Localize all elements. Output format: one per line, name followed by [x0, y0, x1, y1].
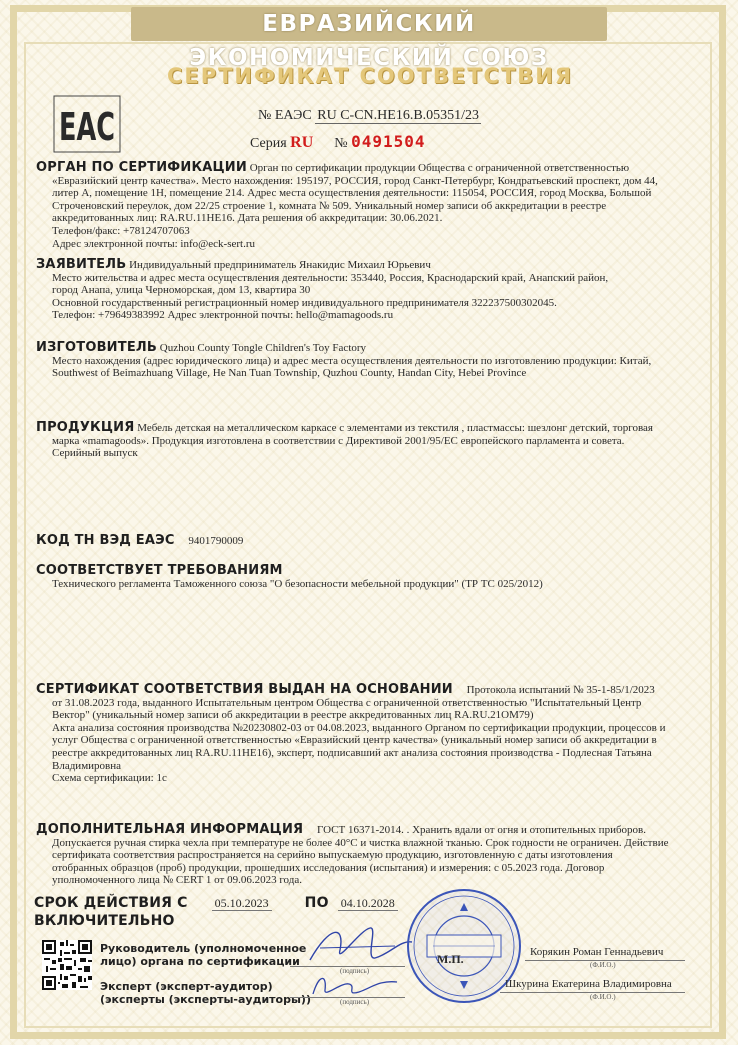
applicant-line: Место жительства и адрес места осуществления деятельности: 353440, Россия, Краснодарский край, Анапский район,	[52, 271, 609, 284]
basis-line: от 31.08.2023 года, выданного Испытательным центром Общества с ограниченной ответственностью "Испытательный Центр	[52, 696, 642, 709]
name-hint-head: (Ф.И.О.)	[590, 961, 616, 969]
series-code: RU	[290, 134, 314, 151]
manufacturer-section	[36, 342, 702, 380]
code-value: 9401790009	[188, 535, 244, 547]
basis-line: услуг Общества с ограниченной ответственностью «Евразийский центр качества» (уникальный номер записи об аккредитации в	[52, 734, 657, 747]
signature-icon	[305, 968, 405, 1002]
expert-signatory-label	[100, 980, 311, 1006]
basis-line: Владимировна	[52, 759, 122, 772]
manufacturer-lead: Quzhou County Tongle Children's Toy Factory	[159, 342, 367, 354]
basis-heading: СЕРТИФИКАТ СООТВЕТСТВИЯ ВЫДАН НА ОСНОВАНИИ	[36, 682, 453, 697]
head-label-line-2: лицо) органа по сертификации	[100, 955, 300, 968]
signature-icon	[300, 920, 420, 970]
validity-heading-from: СРОК ДЕЙСТВИЯ С	[34, 895, 188, 911]
certificate-title: СЕРТИФИКАТ СООТВЕТСТВИЯ	[166, 64, 574, 88]
validity-to-date: 04.10.2028	[338, 896, 398, 911]
sign-hint-expert: (подпись)	[340, 998, 370, 1006]
organ-section	[36, 162, 702, 250]
manufacturer-line: Southwest of Beimazhuang Village, He Nan Tuan Township, Quzhou County, Handan City, Hebei Province	[52, 367, 527, 380]
additional-lead: ГОСТ 16371-2014. . Хранить вдали от огня и отопительных приборов.	[316, 824, 646, 836]
qr-code-icon	[42, 940, 92, 990]
additional-line: сертификата соответствия распространяется на серийно выпускаемую продукцию, изготовленную с даты изготовления	[52, 849, 613, 862]
manufacturer-heading: ИЗГОТОВИТЕЛЬ	[36, 340, 158, 355]
basis-lead: Протокола испытаний № 35-1-85/1/2023	[466, 684, 655, 696]
basis-line: Схема сертификации: 1с	[52, 772, 167, 785]
organ-heading: ОРГАН ПО СЕРТИФИКАЦИИ	[36, 160, 247, 175]
basis-line: Акта анализа состояния производства №20230802-03 от 04.08.2023, выданного Органом по сертификации продукции, процессов и	[52, 721, 666, 734]
mp-label: М.П.	[437, 952, 464, 966]
organ-line: Адрес электронной почты: info@eck-sert.ru	[52, 237, 255, 250]
head-signatory-label	[100, 942, 306, 968]
series-label: Серия	[250, 136, 287, 151]
union-banner: ЕВРАЗИЙСКИЙ ЭКОНОМИЧЕСКИЙ СОЮЗ	[131, 7, 607, 41]
certificate-number	[258, 108, 481, 124]
additional-section	[36, 824, 702, 887]
svg-text:ЕАС: ЕАС	[59, 105, 115, 149]
expert-name: Шкурина Екатерина Владимировна	[505, 978, 672, 990]
applicant-line: Телефон: +79649383992 Адрес электронной почты: hello@mamagoods.ru	[52, 309, 394, 322]
sign-hint-head: (подпись)	[340, 967, 370, 975]
applicant-line: город Анапа, улица Черноморская, дом 13, квартира 30	[52, 284, 311, 297]
product-lead: Мебель детская на металлическом каркасе с элементами из текстиля , пластмассы: шезлонг детский, торговая	[137, 422, 653, 434]
manufacturer-line: Место нахождения (адрес юридического лица) и адрес места осуществления деятельности по изготовлению продукции: Китай,	[52, 354, 652, 367]
basis-line: Вектор" (уникальный номер записи об аккредитации в реестре аккредитованных лиц RA.RU.21ОМ79)	[52, 709, 534, 722]
validity-to-label: ПО	[304, 895, 329, 911]
series-line	[250, 132, 426, 152]
code-section	[36, 535, 702, 548]
code-heading: КОД ТН ВЭД ЕАЭС	[36, 533, 175, 548]
validity-from-date: 05.10.2023	[212, 896, 272, 911]
head-name: Корякин Роман Геннадьевич	[530, 946, 664, 958]
product-heading: ПРОДУКЦИЯ	[36, 420, 135, 435]
eac-logo-icon	[50, 92, 124, 156]
additional-line: отобранных образцов (проб) продукции, прошедших исследования (испытания) и измерения: с 05.2023 года. Договор	[52, 861, 605, 874]
additional-line: уполномоченного лица № CERT 1 от 09.06.2023 года.	[52, 874, 302, 887]
requirements-section	[36, 565, 702, 590]
number-label: № ЕАЭС	[258, 108, 312, 123]
number-value: RU C-CN.НЕ16.В.05351/23	[317, 108, 480, 123]
series-no: 0491504	[351, 132, 426, 151]
organ-lead: Орган по сертификации продукции Общества с ограниченной ответственностью	[249, 162, 630, 174]
product-section	[36, 422, 702, 460]
name-hint-expert: (Ф.И.О.)	[590, 993, 616, 1001]
organ-line: Строченовский переулок, дом 22/25 строение 1, комната № 509. Уникальный номер записи об аккредитации в реестре	[52, 199, 607, 212]
applicant-heading: ЗАЯВИТЕЛЬ	[36, 257, 127, 272]
product-line: марка «mamagoods». Продукция изготовлена в соответствии с Директивой 2001/95/ЕС европейского парламента и совета.	[52, 434, 625, 447]
expert-label-line-2: (эксперты (эксперты-аудиторы))	[100, 993, 311, 1006]
basis-section	[36, 684, 702, 785]
expert-label-line-1: Эксперт (эксперт-аудитор)	[100, 980, 273, 993]
applicant-lead: Индивидуальный предприниматель Янакидис Михаил Юрьевич	[129, 259, 431, 271]
requirements-heading: СООТВЕТСТВУЕТ ТРЕБОВАНИЯМ	[36, 563, 283, 578]
head-label-line-1: Руководитель (уполномоченное	[100, 942, 307, 955]
organ-line: Телефон/факс: +78124707063	[52, 224, 190, 237]
basis-line: реестре аккредитованных лиц RA.RU.11НЕ16), эксперт, подписавший акт анализа состояния производства - Подлесная Татьяна	[52, 746, 652, 759]
organ-line: литер А, помещение 1Н, помещение 214. Адрес места осуществления деятельности: 115054, РОССИЯ, город Москва, Большой	[52, 187, 652, 200]
additional-line: Допускается ручная стирка чехла при температуре не более 40°С и чистка влажной тканью. Срок годности не ограничен. Действие	[52, 836, 669, 849]
validity-heading-inclusive: ВКЛЮЧИТЕЛЬНО	[34, 913, 175, 929]
additional-heading: ДОПОЛНИТЕЛЬНАЯ ИНФОРМАЦИЯ	[36, 822, 304, 837]
organ-line: аккредитованных лиц: RA.RU.11НЕ16. Дата решения об аккредитации: 30.06.2021.	[52, 212, 443, 225]
requirements-line: Технического регламента Таможенного союза "О безопасности мебельной продукции" (ТР ТС 025/2012)	[52, 577, 543, 590]
series-no-label: №	[334, 136, 348, 151]
product-line: Серийный выпуск	[52, 447, 138, 460]
applicant-line: Основной государственный регистрационный номер индивидуального предпринимателя 322237500302045.	[52, 296, 557, 309]
organ-line: «Евразийский центр качества». Место нахождения: 195197, РОССИЯ, город Санкт-Петербург, Кондратьевский проспект, дом 44,	[52, 174, 658, 187]
applicant-section	[36, 259, 702, 322]
